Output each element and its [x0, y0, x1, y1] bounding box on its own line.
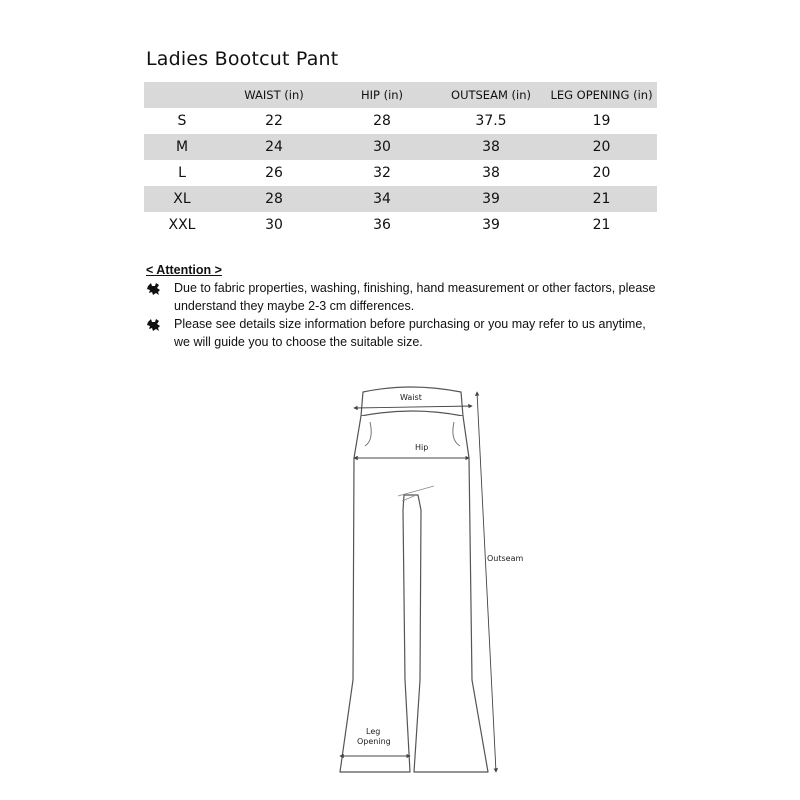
- cell-size: S: [177, 113, 187, 129]
- cell-leg-opening: 20: [592, 165, 611, 181]
- cell-size: L: [178, 165, 186, 181]
- cell-leg-opening: 21: [592, 217, 611, 233]
- page-title: Ladies Bootcut Pant: [146, 48, 339, 70]
- cell-waist: 22: [265, 113, 283, 129]
- pant-measurement-diagram: [330, 380, 540, 780]
- header-hip: HIP (in): [360, 88, 404, 102]
- table-row: [144, 134, 657, 160]
- cell-outseam: 37.5: [475, 113, 507, 129]
- table-row: [144, 160, 657, 186]
- hip-label: Hip: [415, 443, 429, 452]
- table-header-row: [144, 82, 657, 108]
- cell-leg-opening: 21: [592, 191, 611, 207]
- cell-leg-opening: 19: [592, 113, 611, 129]
- table-row: [144, 186, 657, 212]
- waist-label: Waist: [400, 393, 422, 402]
- header-leg-opening: LEG OPENING (in): [550, 88, 653, 102]
- table-row: [144, 212, 657, 238]
- puppy-icon: [146, 281, 162, 297]
- attention-note-line: Please see details size information before purchasing or you may refer to us anytime,: [174, 317, 646, 331]
- cell-hip: 28: [373, 113, 391, 129]
- cell-hip: 30: [373, 139, 391, 155]
- attention-note-line: Due to fabric properties, washing, finishing, hand measurement or other factors, please: [174, 281, 656, 295]
- cell-leg-opening: 20: [592, 139, 611, 155]
- outseam-label: Outseam: [487, 554, 524, 563]
- cell-waist: 30: [265, 217, 283, 233]
- cell-outseam: 39: [482, 191, 500, 207]
- leg-opening-label: Opening: [357, 737, 391, 746]
- cell-waist: 24: [265, 139, 283, 155]
- table-row: [144, 108, 657, 134]
- cell-outseam: 38: [482, 139, 500, 155]
- cell-hip: 32: [373, 165, 391, 181]
- cell-outseam: 39: [482, 217, 500, 233]
- attention-note-line: understand they maybe 2-3 cm differences.: [174, 299, 415, 313]
- cell-hip: 34: [373, 191, 391, 207]
- size-chart-table: [144, 82, 657, 238]
- cell-size: M: [175, 139, 189, 155]
- attention-section: [146, 261, 666, 351]
- cell-size: XXL: [168, 217, 196, 233]
- leg-opening-label: Leg: [366, 727, 381, 736]
- pant-outline: [340, 416, 488, 772]
- attention-note: [146, 315, 666, 351]
- outseam-arrow: [477, 392, 496, 772]
- header-size: [144, 82, 220, 108]
- cell-waist: 28: [265, 191, 283, 207]
- header-outseam: OUTSEAM (in): [451, 88, 531, 102]
- attention-note: [146, 279, 666, 315]
- puppy-icon: [146, 317, 162, 333]
- cell-hip: 36: [373, 217, 391, 233]
- header-waist: WAIST (in): [244, 88, 304, 102]
- cell-size: XL: [173, 191, 191, 207]
- attention-note-line: we will guide you to choose the suitable size.: [174, 335, 423, 349]
- attention-heading: < Attention >: [146, 263, 222, 277]
- cell-waist: 26: [265, 165, 283, 181]
- cell-outseam: 38: [482, 165, 500, 181]
